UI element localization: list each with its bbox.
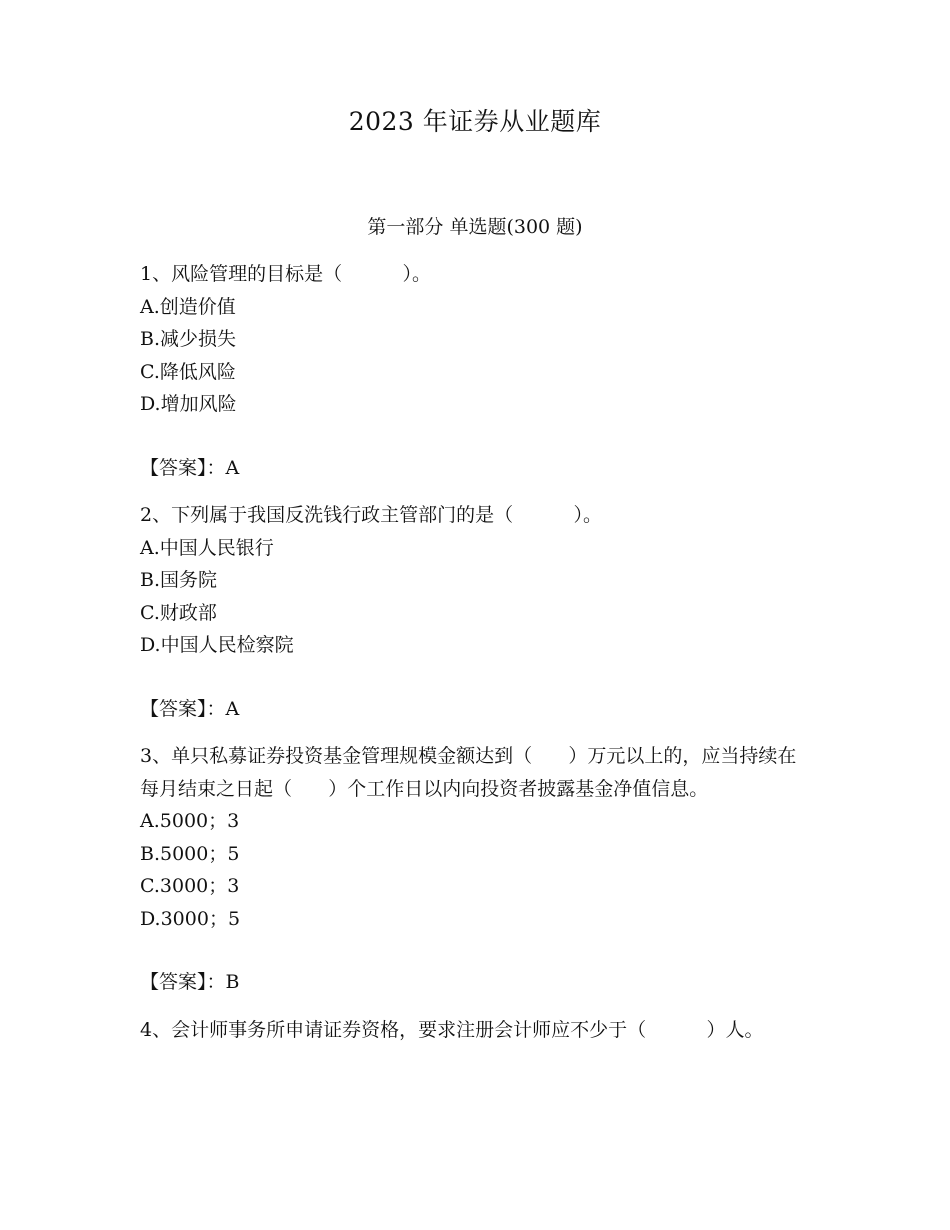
- option-b: B.减少损失: [140, 328, 237, 350]
- document-title: 2023 年证券从业题库: [348, 107, 602, 136]
- option-c: C.3000；3: [140, 875, 240, 897]
- option-list: [140, 291, 810, 421]
- question-item: [140, 258, 810, 484]
- question-text: 1、风险管理的目标是（ ）。: [140, 263, 431, 285]
- option-d: D.增加风险: [140, 393, 237, 415]
- question-item: [140, 740, 810, 999]
- option-list: [140, 532, 810, 662]
- option-c: C.降低风险: [140, 360, 236, 383]
- question-text: 2、下列属于我国反洗钱行政主管部门的是（ ）。: [140, 504, 602, 526]
- section-title: 第一部分 单选题(300 题): [367, 216, 583, 238]
- question-item: [140, 1014, 810, 1047]
- question-item: [140, 499, 810, 725]
- question-text: 3、单只私募证券投资基金管理规模金额达到（ ）万元以上的，应当持续在每月结束之日起（ ）个工作日以内向投资者披露基金净值信息。: [140, 745, 797, 800]
- question-list: [140, 258, 810, 1046]
- answer-label: 【答案】：A: [140, 697, 240, 720]
- option-c: C.财政部: [140, 601, 217, 624]
- option-b: B.5000；5: [140, 842, 240, 865]
- answer-label: 【答案】：A: [140, 456, 240, 479]
- option-d: D.3000；5: [140, 907, 241, 930]
- option-b: B.国务院: [140, 569, 218, 591]
- option-a: A.5000；3: [140, 810, 240, 832]
- question-text: 4、会计师事务所申请证券资格，要求注册会计师应不少于（ ）人。: [140, 1018, 764, 1041]
- option-a: A.中国人民银行: [140, 536, 274, 559]
- option-list: [140, 805, 810, 935]
- answer-label: 【答案】：B: [140, 971, 240, 993]
- option-d: D.中国人民检察院: [140, 634, 294, 656]
- option-a: A.创造价值: [140, 295, 236, 318]
